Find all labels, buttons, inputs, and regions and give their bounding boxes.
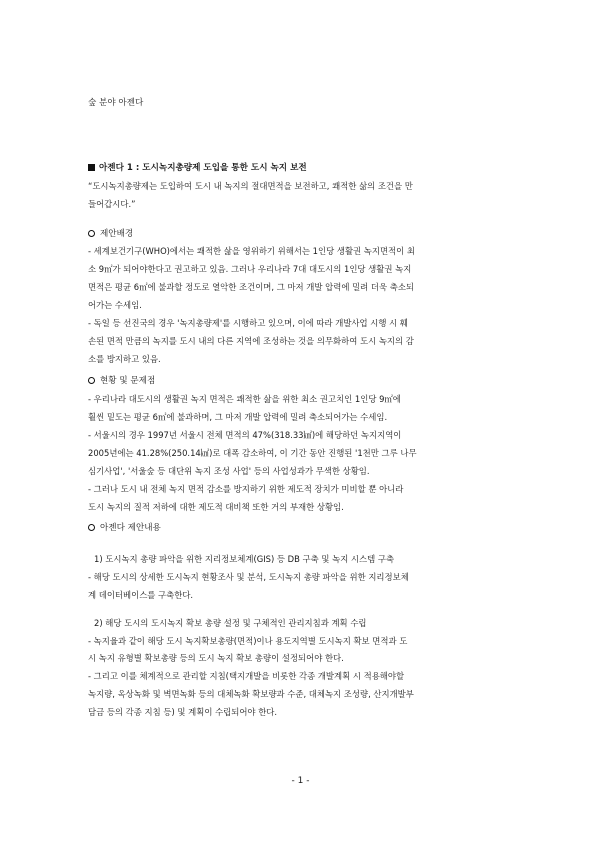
circle-bullet-icon bbox=[88, 377, 95, 384]
paragraph-line: - 세계보건기구(WHO)에서는 쾌적한 삶을 영위하기 위해서는 1인당 생활권 녹지면적이 최 bbox=[88, 246, 415, 256]
paragraph-line: 어가는 수세임. bbox=[88, 300, 142, 310]
paragraph-line: - 해당 도시의 상세한 도시녹지 현황조사 및 분석, 도시녹지 총량 파악을 위한 지리정보체 bbox=[88, 572, 409, 582]
page-number: - 1 - bbox=[291, 776, 310, 786]
agenda-summary-line: 들어갑시다.” bbox=[88, 199, 136, 209]
paragraph-line: 녹지량, 옥상녹화 및 벽면녹화 등의 대체녹화 확보량과 수준, 대체녹지 조성량, 산지개발부 bbox=[88, 689, 414, 699]
proposal-item-title: 1) 도시녹지 총량 파악을 위한 지리정보체계(GIS) 등 DB 구축 및 녹지 시스템 구축 bbox=[94, 554, 395, 564]
agenda-summary-line: “도시녹지총량제는 도입하여 도시 내 녹지의 절대면적을 보전하고, 쾌적한 삶의 조건을 만 bbox=[88, 181, 413, 191]
paragraph-line: 손된 면적 만큼의 녹지를 도시 내의 다른 지역에 조성하는 것을 의무화하여 도시 녹지의 감 bbox=[88, 336, 414, 346]
section-heading-proposal bbox=[88, 522, 161, 534]
agenda-title-text: 아젠다 1 : 도시녹지총량제 도입을 통한 도시 녹지 보전 bbox=[99, 163, 307, 173]
paragraph-line: 2005년에는 41.28%(250.14㎢)로 대폭 감소하여, 이 기간 동안 진행된 '1천만 그루 나무 bbox=[88, 448, 417, 458]
section-heading-text: 현황 및 문제점 bbox=[100, 376, 156, 386]
paragraph-line: 훨씬 밑도는 평균 6㎡에 불과하며, 그 마저 개발 압력에 밀려 축소되어가는 수세임. bbox=[88, 412, 388, 422]
paragraph-line: 면적은 평균 6㎡에 불과할 정도로 열악한 조건이며, 그 마저 개발 압력에 밀려 더욱 축소되 bbox=[88, 282, 415, 292]
circle-bullet-icon bbox=[88, 524, 95, 531]
paragraph-line: 계 데이터베이스를 구축한다. bbox=[88, 590, 194, 600]
paragraph-line: - 서울시의 경우 1997년 서울시 전체 면적의 47%(318.33㎢)에 해당하던 녹지지역이 bbox=[88, 430, 402, 440]
paragraph-line: - 그리고 이를 체계적으로 관리할 지침(택지개발을 비롯한 각종 개발계획 시 적용해야할 bbox=[88, 671, 405, 681]
paragraph-line: 소 9㎡가 되어야한다고 권고하고 있음. 그러나 우리나라 7대 대도시의 1인당 생활권 녹지 bbox=[88, 264, 412, 274]
paragraph-line: 심기사업', '서울숲 등 대단위 녹지 조성 사업' 등의 사업성과가 무색한 상황임. bbox=[88, 466, 370, 476]
proposal-item-title: 2) 해당 도시의 도시녹지 확보 총량 설정 및 구체적인 관리지침과 계획 수립 bbox=[94, 618, 367, 628]
section-heading-text: 제안배경 bbox=[100, 229, 134, 239]
section-heading-status bbox=[88, 375, 155, 387]
paragraph-line: 소를 방지하고 있음. bbox=[88, 354, 161, 364]
paragraph-line: 담금 등의 각종 지침 등) 및 계획이 수립되어야 한다. bbox=[88, 707, 278, 717]
paragraph-line: 도시 녹지의 질적 저하에 대한 제도적 대비책 또한 거의 부재한 상황임. bbox=[88, 502, 344, 512]
paragraph-line: - 녹지율과 같이 해당 도시 녹지확보총량(면적)이나 용도지역별 도시녹지 확보 면적과 도 bbox=[88, 636, 408, 646]
page-header-title: 숲 분야 아젠다 bbox=[88, 98, 144, 108]
paragraph-line: - 그러나 도시 내 전체 녹지 면적 감소를 방지하기 위한 제도적 장치가 미비할 뿐 아니라 bbox=[88, 484, 404, 494]
square-bullet-icon bbox=[88, 164, 95, 171]
paragraph-line: - 우리나라 대도시의 생활권 녹지 면적은 쾌적한 삶을 위한 최소 권고치인 1인당 9㎡에 bbox=[88, 394, 401, 404]
agenda-title bbox=[88, 162, 307, 174]
paragraph-line: 시 녹지 유형별 확보총량 등의 도시 녹지 확보 총량이 설정되어야 한다. bbox=[88, 653, 344, 663]
circle-bullet-icon bbox=[88, 230, 95, 237]
section-heading-text: 아젠다 제안내용 bbox=[100, 523, 161, 533]
section-heading-background bbox=[88, 228, 133, 240]
paragraph-line: - 독일 등 선진국의 경우 '녹지총량제'를 시행하고 있으며, 이에 따라 개발사업 시행 시 훼 bbox=[88, 318, 408, 328]
